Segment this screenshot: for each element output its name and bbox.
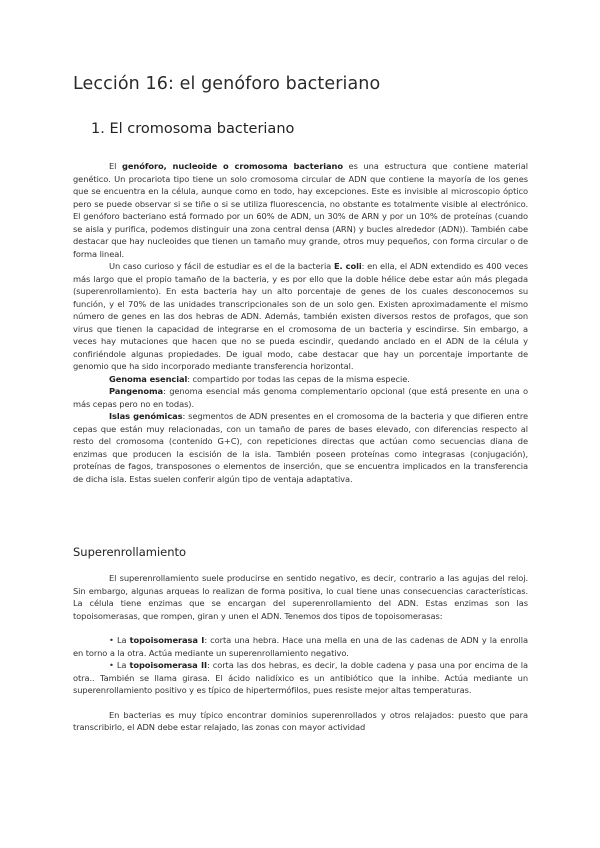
spacer [73,622,528,634]
page-title: Lección 16: el genóforo bacteriano [73,74,381,94]
paragraph-ecoli: Un caso curioso y fácil de estudiar es el de la bacteria E. coli: en ella, el ADN extendido es 400 veces más largo que el propio tamaño de la bacteria, y es por ello que la doble hélice debe estar aún más plegada (superenrollamiento). En esta bacteria hay un alto porcentaje de genes de los cuales desconocemos su función, y el 70% de las unidades transcripcionales son de un solo gen. Existen aproximadamente el mismo número de genes en las dos hebras de ADN. Además, también existen diversos restos de profagos, que son virus que tienen la capacidad de integrarse en el cromosoma de un bacteria y escindirse. Sin embargo, a veces hay mutaciones que hacen que no se pueda escindir, quedando anclado en el ADN de la célula y confiriéndole algunas propiedades. De igual modo, cabe destacar que hay un porcentaje importante de genomio que ha sido incorporado mediante transferencia horizontal. [73,261,529,371]
section-heading-superenrollamiento: Superenrollamiento [73,545,187,559]
paragraph-superenrollamiento: El superenrollamiento suele producirse en sentido negativo, es decir, contrario a las agujas del reloj. Sin embargo, algunas arqueas lo realizan de forma positiva, lo cual tiene unas consecuencias características. La célula tiene enzimas que se encargan del superenrollamiento del ADN. Estas enzimas son las topoisomerasas, que rompen, giran y unen el ADN. Tenemos dos tipos de topoisomerasas: [73,573,528,621]
section-heading-cromosoma: 1. El cromosoma bacteriano [91,121,295,137]
definition-pangenoma: Pangenoma: genoma esencial más genoma complementario opcional (que está presente en una o más cepas pero no en todas). [73,386,528,409]
section-cromosoma-body [73,160,528,485]
section-superenrollamiento-body [73,572,528,734]
definition-islas-genomicas: Islas genómicas: segmentos de ADN presentes en el cromosoma de la bacteria y que difieren entre cepas que están muy relacionadas, con un tamaño de pares de bases elevado, con diferencias respecto al resto del cromosoma (contenido G+C), con repeticiones directas que actúan como secuencias diana de enzimas que producen la escisión de la isla. También poseen proteínas como integrasas (conjugación), proteínas de fagos, transposones o elementos de inserción, que se encuentra implicados en la transferencia de dicha isla. Estas suelen conferir algún tipo de ventaja adaptativa. [73,411,528,484]
paragraph-genoforo: El genóforo, nucleoide o cromosoma bacteriano es una estructura que contiene material genético. Un procariota tipo tiene un solo cromosoma circular de ADN que contiene la mayoría de los genes que se encuentra en la célula, aunque como en todo, hay excepciones. Este es invisible al microscopio óptico pero se puede observar si se tiñe o si se utiliza fluorescencia, no obstante es totalmente visible al electrónico. El genóforo bacteriano está formado por un 60% de ADN, un 30% de ARN y por un 10% de proteínas (cuando se aisla y purifica, podemos distinguir una zona central densa (ARN) y bucles alrededor (ADN)). También cabe destacar que hay nucleoides que tienen un tamaño muy grande, otros muy pequeños, con forma circular o de forma lineal. [73,161,528,259]
bullet-topoisomerasa-2: • La topoisomerasa II: corta las dos hebras, es decir, la doble cadena y pasa una por encima de la otra.. También se llama girasa. El ácido nalidíxico es un antibiótico que la inhibe. Actúa mediante un superenrollamiento positivo y es típico de hipertermófilos, pues resiste mejor altas temperaturas. [73,660,528,695]
bullet-topoisomerasa-1: • La topoisomerasa I: corta una hebra. Hace una mella en una de las cadenas de ADN y la enrolla en torno a la otra. Actúa mediante un superenrollamiento negativo. [73,635,528,658]
spacer [73,697,528,709]
paragraph-dominios: En bacterias es muy típico encontrar dominios superenrollados y otros relajados: puesto que para transcribirlo, el ADN debe estar relajado, las zonas con mayor actividad [73,709,528,732]
definition-genoma-esencial: Genoma esencial: compartido por todas las cepas de la misma especie. [109,373,410,384]
